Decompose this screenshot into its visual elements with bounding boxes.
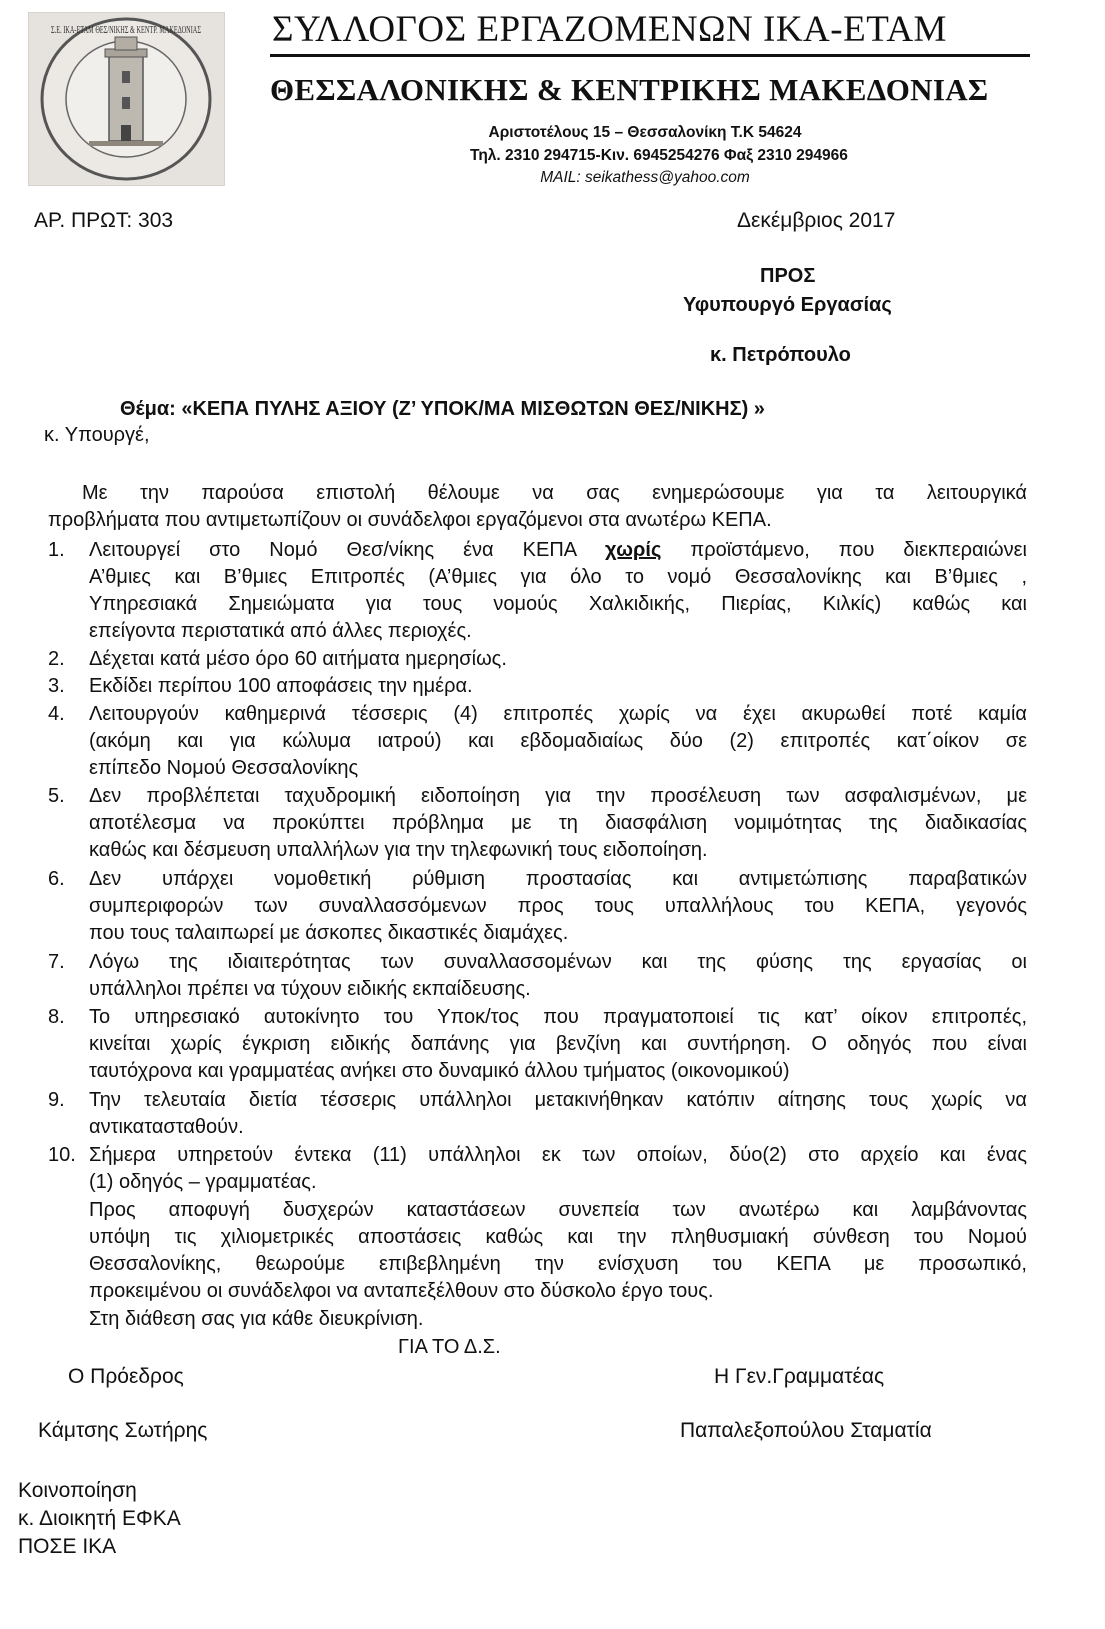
list-item-line: Την τελευταία διετία τέσσερις υπάλληλοι μετακινήθηκαν κατόπιν αίτησης τους χωρίς να [89, 1089, 1027, 1111]
list-item-line: Εκδίδει περίπου 100 αποφάσεις την ημέρα. [89, 675, 473, 697]
emphasized-word: χωρίς [605, 539, 662, 561]
list-item-line: αποτέλεσμα να προκύπτει πρόβλημα με τη διασφάλιση νομιμότητας της διαδικασίας [89, 812, 1027, 834]
letter-date: Δεκέμβριος 2017 [737, 209, 896, 232]
item-text: Λειτουργεί στο Νομό Θεσ/νίκης ένα ΚΕΠΑ [89, 539, 576, 561]
title-underline [270, 54, 1030, 57]
organization-title: ΣΥΛΛΟΓΟΣ ΕΡΓΑΖΟΜΕΝΩΝ ΙΚΑ-ΕΤΑΜ [272, 9, 947, 50]
president-name: Κάμτσης Σωτήρης [38, 1419, 208, 1442]
list-item-line: Λειτουργούν καθημερινά τέσσερις (4) επιτροπές χωρίς να έχει ακυρωθεί ποτέ καμία [89, 703, 1027, 725]
recipient-name: κ. Πετρόπουλο [710, 344, 851, 366]
cc-label: Κοινοποίηση [18, 1479, 137, 1502]
closing-line: Προς αποφυγή δυσχερών καταστάσεων συνεπεία των ανωτέρω και λαμβάνοντας [89, 1199, 1027, 1221]
item-number: 4. [48, 703, 65, 725]
list-item-line: (ακόμη και για κώλυμα ιατρού) και εβδομαδιαίως δύο (2) επιτροπές κατ΄οίκον σε [89, 730, 1027, 752]
list-item-line: καθώς και δέσμευση υπαλλήλων για την τηλεφωνική τους ειδοποίηση. [89, 839, 708, 861]
list-item-line [89, 538, 1027, 563]
list-item-line: που τους ταλαιπωρεί με άσκοπες δικαστικές διαμάχες. [89, 922, 569, 944]
list-item-line: επείγοντα περιστατικά από άλλες περιοχές. [89, 620, 472, 642]
item-number: 3. [48, 675, 65, 697]
list-item-line: Δεν προβλέπεται ταχυδρομική ειδοποίηση για την προσέλευση των ασφαλισμένων, με [89, 785, 1027, 807]
list-item-line: (1) οδηγός – γραμματέας. [89, 1171, 317, 1193]
recipient-to: ΠΡΟΣ [760, 265, 816, 287]
letter-subject: Θέμα: «ΚΕΠΑ ΠΥΛΗΣ ΑΞΙΟΥ (Ζ’ ΥΠΟΚ/ΜΑ ΜΙΣΘΩΤΩΝ ΘΕΣ/ΝΙΚΗΣ) » [120, 398, 765, 420]
cc-item: κ. Διοικητή ΕΦΚΑ [18, 1507, 181, 1530]
list-item-line: υπάλληλοι πρέπει να τύχουν ειδικής εκπαίδευσης. [89, 978, 531, 1000]
cc-item: ΠΟΣΕ ΙΚΑ [18, 1535, 117, 1558]
item-number: 6. [48, 868, 65, 890]
item-number: 5. [48, 785, 65, 807]
list-item-line: συμπεριφορών των συναλλασσόμενων προς τους υπαλλήλους του ΚΕΠΑ, γεγονός [89, 895, 1027, 917]
list-item-line: Σήμερα υπηρετούν έντεκα (11) υπάλληλοι εκ των οποίων, δύο(2) στο αρχείο και ένας [89, 1144, 1027, 1166]
president-title: Ο Πρόεδρος [68, 1365, 184, 1388]
organization-subtitle: ΘΕΣΣΑΛΟΝΙΚΗΣ & ΚΕΝΤΡΙΚΗΣ ΜΑΚΕΔΟΝΙΑΣ [270, 72, 989, 107]
logo-white-tower-seal [28, 12, 225, 186]
secretary-title: Η Γεν.Γραμματέας [714, 1365, 885, 1388]
closing-line: υπόψη τις χιλιομετρικές αποστάσεις καθώς και την πληθυσμιακή σύνθεση του Νομού [89, 1226, 1027, 1248]
item-number: 7. [48, 951, 65, 973]
item-number: 10. [48, 1144, 76, 1166]
closing-line: Θεσσαλονίκης, θεωρούμε επιβεβλημένη την ενίσχυση του ΚΕΠΑ με προσωπικό, [89, 1253, 1027, 1275]
protocol-number: ΑΡ. ΠΡΩΤ: 303 [34, 209, 174, 232]
logo-ring-text: Σ.Ε. ΙΚΑ-ΕΤΑΜ ΘΕΣ/ΝΙΚΗΣ & ΚΕΝΤΡ. ΜΑΚΕΔΟΝΙΑΣ [51, 24, 201, 36]
list-item-line: κινείται χωρίς έγκριση ειδικής δαπάνης για βενζίνη και συντήρηση. Ο οδηγός που είναι [89, 1033, 1027, 1055]
list-item-line: Δεν υπάρχει νομοθετική ρύθμιση προστασίας και αντιμετώπισης παραβατικών [89, 868, 1027, 890]
intro-line: Με την παρούσα επιστολή θέλουμε να σας ενημερώσουμε για τα λειτουργικά [82, 482, 1027, 504]
list-item-line: ταυτόχρονα και γραμματέας ανήκει στο δυναμικό άλλου τμήματος (οικονομικού) [89, 1060, 790, 1082]
for-board-label: ΓΙΑ ΤΟ Δ.Σ. [398, 1336, 501, 1358]
list-item-line: επίπεδο Νομού Θεσσαλονίκης [89, 757, 359, 779]
item-number: 2. [48, 648, 65, 670]
logo-seal-icon [29, 13, 224, 185]
item-number: 8. [48, 1006, 65, 1028]
closing-line: Στη διάθεση σας για κάθε διευκρίνιση. [89, 1308, 424, 1330]
list-item-line: Το υπηρεσιακό αυτοκίνητο του Υποκ/τος που πραγματοποιεί τις κατ’ οίκον επιτροπές, [89, 1006, 1027, 1028]
list-item-line: Δέχεται κατά μέσο όρο 60 αιτήματα ημερησίως. [89, 648, 507, 670]
recipient-office: Υφυπουργό Εργασίας [683, 294, 892, 316]
item-number: 9. [48, 1089, 65, 1111]
address-line: Αριστοτέλους 15 – Θεσσαλονίκη Τ.Κ 54624 [488, 124, 802, 141]
intro-line: προβλήματα που αντιμετωπίζουν οι συνάδελφοι εργαζόμενοι στα ανωτέρω ΚΕΠΑ. [48, 509, 772, 531]
list-item-line: αντικατασταθούν. [89, 1116, 244, 1138]
item-text: προϊστάμενο, που διεκπεραιώνει [690, 539, 1027, 561]
list-item-line: Λόγω της ιδιαιτερότητας των συναλλασσομένων και της φύσης της εργασίας οι [89, 951, 1027, 973]
mail-line: MAIL: seikathess@yahoo.com [540, 169, 750, 186]
salutation: κ. Υπουργέ, [44, 424, 150, 446]
list-item-line: Υπηρεσιακά Σημειώματα για τους νομούς Χαλκιδικής, Πιερίας, Κιλκίς) καθώς και [89, 593, 1027, 615]
item-number: 1. [48, 539, 65, 561]
list-item-line: Α’θμιες και Β’θμιες Επιτροπές (Α’θμιες για όλο το νομό Θεσσαλονίκης και Β’θμιες , [89, 566, 1027, 588]
closing-line: προκειμένου οι συνάδελφοι να ανταπεξέλθουν στο δύσκολο έργο τους. [89, 1280, 714, 1302]
secretary-name: Παπαλεξοπούλου Σταματία [680, 1419, 932, 1442]
phone-line: Τηλ. 2310 294715-Κιν. 6945254276 Φαξ 2310 294966 [470, 147, 848, 164]
